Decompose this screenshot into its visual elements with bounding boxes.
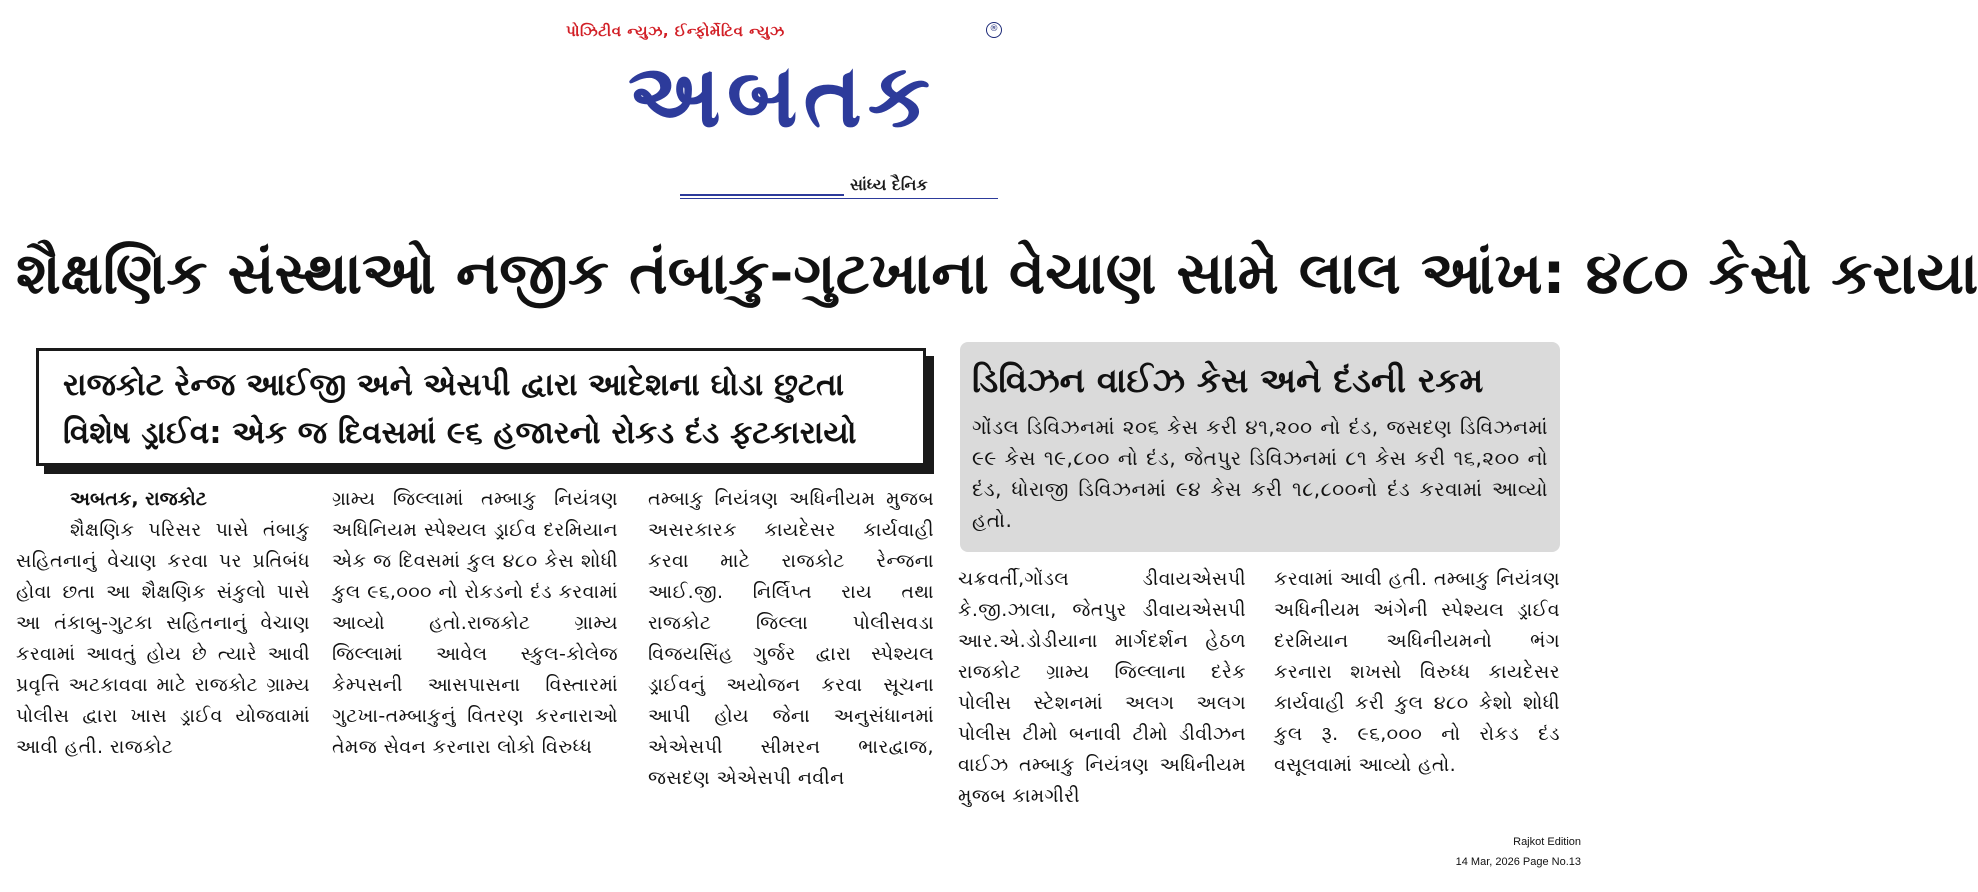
logo-divider [680,194,844,196]
masthead-tagline: પોઝિટીવ ન્યુઝ, ઈન્ફોર્મેટિવ ન્યુઝ [566,22,785,40]
article-column-2: ગ્રામ્ય જિલ્લામાં તમ્બાકુ નિયંત્રણ અધિનિયમ સ્પેશ્યલ ડ્રાઈવ દરમિયાન એક જ દિવસમાં કુલ ૪૮૦ કેસ શોધી કુલ ૯૬,૦૦૦ નો રોકડનો દંડ કરવામાં આવ્યો હતો.રાજકોટ ગ્રામ્ય જિલ્લામાં આવેલ સ્કુલ-કોલેજ કેમ્પસની આસપાસના વિસ્તારમાં ગુટખા-તમ્બાકુનું વિતરણ કરનારાઓ તેમજ સેવન કરનારા લોકો વિરુધ્ધ [332,488,618,758]
article-column-5: કરવામાં આવી હતી. તમ્બાકુ નિયંત્રણ અધિનીયમ અંગેની સ્પેશ્યલ ડ્રાઈવ દરમિયાન અધિનીયમનો ભંગ કરનારા શખસો વિરુધ્ધ કાયદેસર કાર્યવાહી કરી કુલ ૪૮૦ કેશો શોધી કુલ રૂ. ૯૬,૦૦૦ નો રોકડ દંડ વસૂલવામાં આવ્યો હતો. [1274,568,1560,776]
subheadline-line-1: રાજકોટ રેન્જ આઈજી અને એસપી દ્વારા આદેશના ઘોડા છુટતા [63,367,845,403]
registered-mark: ® [986,22,1002,38]
article-column-4: ચક્રવર્તી,ગોંડલ ડીવાયએસપી કે.જી.ઝાલા, જેતપુર ડીવાયએસપી આર.એ.ડોડીયાના માર્ગદર્શન હેઠળ રાજકોટ ગ્રામ્ય જિલ્લાના દરેક પોલીસ સ્ટેશનમાં અલગ અલગ પોલીસ ટીમો બનાવી ટીમો ડીવીઝન વાઈઝ તમ્બાકુ નિયંત્રણ અધિનીયમ મુજબ કામગીરી [958,568,1246,807]
edition-type-label: સાંધ્ય દૈનિક [850,175,928,194]
date-page-label: 14 Mar, 2026 Page No.13 [1455,856,1581,868]
article-headline: શૈક્ષણિક સંસ્થાઓ નજીક તંબાકુ-ગુટખાના વેચાણ સામે લાલ આંખ: ૪૮૦ કેસો કરાયા [16,239,1978,307]
logo-underline [680,198,998,199]
article-column-1: શૈક્ષણિક પરિસર પાસે તંબાકુ સહિતનાનું વેચાણ કરવા પર પ્રતિબંધ હોવા છતા આ શૈક્ષણિક સંકુલો પાસે આ તંકાબુ-ગુટકા સહિતનાનું વેચાણ કરવામાં આવતું હોય છે ત્યારે આવી પ્રવૃત્તિ અટકાવવા માટે રાજકોટ ગ્રામ્ય પોલીસ દ્વારા ખાસ ડ્રાઈવ યોજવામાં આવી હતી. રાજકોટ [16,519,310,758]
subheadline-box [36,348,926,466]
division-summary-title: ડિવિઝન વાઈઝ કેસ અને દંડની રકમ [972,361,1484,401]
newspaper-logo: અબતક [628,44,936,147]
edition-label: Rajkot Edition [1513,836,1581,848]
division-summary-body: ગોંડલ ડિવિઝનમાં ૨૦૬ કેસ કરી ૪૧,૨૦૦ નો દંડ, જસદણ ડિવિઝનમાં ૯૯ કેસ ૧૯,૮૦૦ નો દંડ, જેતપુર ડિવિઝનમાં ૮૧ કેસ કરી ૧૬,૨૦૦ નો દંડ, ધોરાજી ડિવિઝનમાં ૯૪ કેસ કરી ૧૮,૮૦૦નો દંડ કરવામાં આવ્યો હતો. [972,415,1548,532]
article-column-3: તમ્બાકુ નિયંત્રણ અધિનીયમ મુજબ અસરકારક કાયદેસર કાર્યવાહી કરવા માટે રાજકોટ રેન્જના આઈ.જી. નિર્લિપ્ત રાય તથા રાજકોટ જિલ્લા પોલીસવડા વિજયસિંહ ગુર્જર દ્વારા સ્પેશ્યલ ડ્રાઈવનું અયોજન કરવા સૂચના આપી હોય જેના અનુસંધાનમાં એએસપી સીમરન ભારદ્વાજ, જસદણ એએસપી નવીન [648,488,934,789]
division-summary-box [960,342,1560,552]
article-dateline: અબતક, રાજકોટ [70,488,207,510]
subheadline-line-2: વિશેષ ડ્રાઈવ: એક જ દિવસમાં ૯૬ હજારનો રોકડ દંડ ફટકારાયો [63,415,857,451]
